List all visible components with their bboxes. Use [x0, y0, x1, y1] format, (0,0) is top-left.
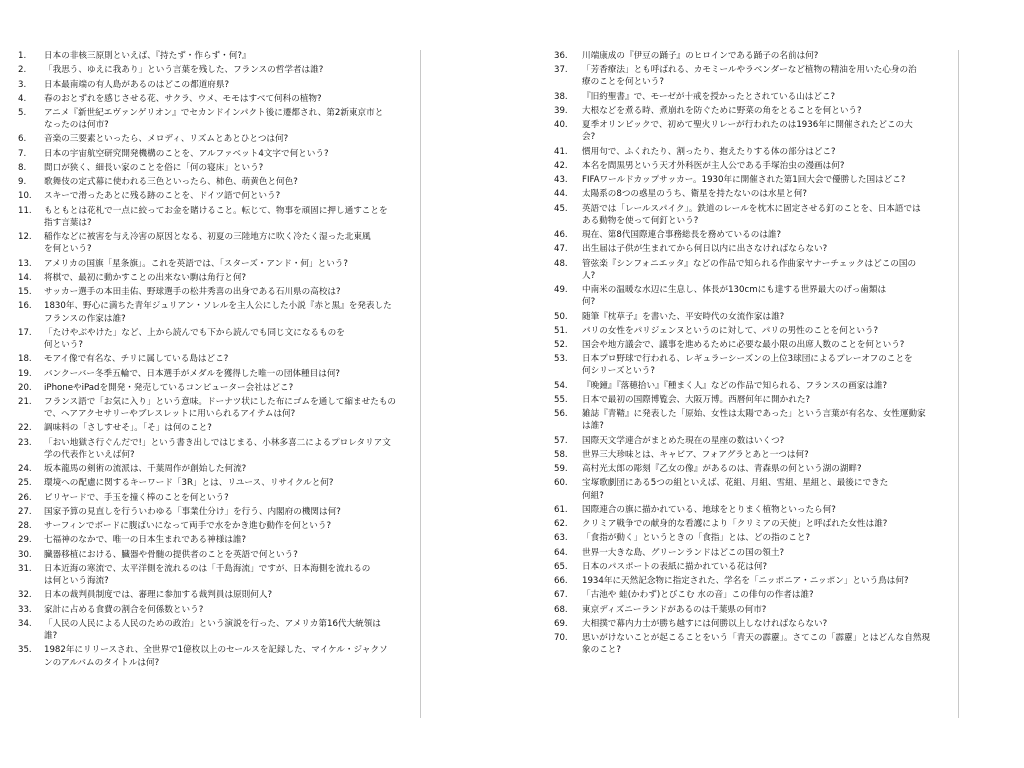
question-text: フランス語で「お気に入り」という意味。ドーナツ状にした布にゴムを通して縮ませたもの で、ヘアアクセサリーやブレスレットに用いられるアイテムは何?	[44, 397, 397, 420]
question-number: 50.	[554, 311, 568, 322]
question-item	[554, 203, 956, 227]
question-text: 間口が狭く、細長い家のことを俗に「何の寝床」という?	[44, 162, 264, 173]
question-number: 37.	[554, 65, 568, 76]
question-number: 5.	[18, 108, 27, 118]
question-item	[554, 575, 956, 587]
question-number: 52.	[554, 340, 568, 351]
question-text: 国会や地方議会で、議事を進めるために必要な最小限の出席人数のことを何という?	[582, 340, 905, 351]
question-text: アメリカの国旗「星条旗」。これを英語では、「スターズ・アンド・何」という?	[44, 258, 348, 269]
question-item	[18, 64, 414, 76]
question-text: パリの女性をパリジェンヌというのに対して、パリの男性のことを何という?	[582, 325, 879, 336]
question-item	[18, 463, 414, 475]
question-text: 日本近海の寒流で、太平洋側を流れるのは「千島海流」ですが、日本海側を流れるの は何という海流?	[44, 563, 371, 587]
question-item	[18, 286, 414, 298]
question-text: 国家予算の見直しを行ういわゆる「事業仕分け」を行う、内閣府の機関は何?	[44, 506, 341, 517]
question-number: 14.	[18, 272, 32, 283]
question-text: 「我思う、ゆえに我あり」という言葉を残した、フランスの哲学者は誰?	[44, 65, 324, 76]
question-item	[554, 188, 956, 200]
question-text: 家計に占める食費の割合を何係数という?	[44, 604, 204, 615]
question-text: 随筆『枕草子』を書いた、平安時代の女流作家は誰?	[582, 311, 785, 322]
question-item	[18, 148, 414, 160]
question-item	[554, 146, 956, 158]
question-text: 世界一大きな島、グリーンランドはどこの国の領土?	[582, 547, 785, 558]
question-number: 15.	[18, 287, 32, 298]
question-item	[554, 604, 956, 616]
question-item	[18, 520, 414, 532]
question-text: もともとは花札で一点に絞ってお金を賭けること。転じて、物事を頑固に押し通すことを 指す言葉は?	[44, 205, 388, 228]
question-item	[554, 618, 956, 630]
question-number: 10.	[18, 191, 32, 202]
question-text: 国際連合の旗に描かれている、地球をとりまく植物といったら何?	[582, 504, 836, 515]
question-item	[18, 79, 414, 91]
question-text: バンクーバー冬季五輪で、日本選手がメダルを獲得した唯一の団体種目は何?	[44, 368, 340, 379]
question-text: 歌舞伎の定式幕に使われる三色といったら、柿色、萌黄色と何色?	[44, 177, 298, 188]
question-number: 55.	[554, 394, 568, 405]
question-item	[554, 325, 956, 337]
question-item	[554, 229, 956, 241]
question-item	[554, 64, 956, 88]
question-number: 46.	[554, 230, 568, 241]
question-item	[554, 339, 956, 351]
question-number: 33.	[18, 604, 32, 615]
question-text: サッカー選手の本田圭佑、野球選手の松井秀喜の出身である石川県の高校は?	[44, 287, 341, 298]
question-item	[18, 176, 414, 188]
question-number: 25.	[18, 478, 32, 489]
question-item	[18, 396, 414, 420]
question-number: 19.	[18, 368, 32, 379]
question-number: 29.	[18, 535, 32, 546]
question-number: 16.	[18, 301, 32, 312]
question-item	[18, 258, 414, 270]
question-item	[554, 394, 956, 406]
question-number: 35.	[18, 645, 32, 656]
question-number: 9.	[18, 177, 27, 188]
question-number: 18.	[18, 354, 32, 365]
question-text: 「古池や 蛙(かわず)とびこむ 水の音」この俳句の作者は誰?	[582, 590, 814, 601]
question-number: 44.	[554, 189, 568, 200]
question-text: 太陽系の8つの惑星のうち、衛星を持たないのは水星と何?	[582, 189, 807, 200]
question-item	[554, 449, 956, 461]
question-number: 48.	[554, 258, 568, 269]
question-number: 1.	[18, 51, 27, 61]
question-text: 『晩鐘』『落穂拾い』『種まく人』などの作品で知られる、フランスの画家は誰?	[582, 380, 888, 391]
question-item	[18, 353, 414, 365]
question-item	[554, 50, 956, 62]
question-text: 大根などを煮る時、煮崩れを防ぐために野菜の角をとることを何という?	[582, 105, 862, 116]
question-item	[554, 589, 956, 601]
question-item	[554, 353, 956, 377]
question-item	[18, 477, 414, 489]
question-text: 思いがけないことが起こることをいう「青天の霹靂」。さてこの「霹靂」とはどんな自然現 象のこと?	[582, 633, 931, 656]
question-item	[554, 435, 956, 447]
question-text: 日本で最初の国際博覧会、大阪万博。西暦何年に開かれた?	[582, 394, 810, 405]
question-text: 大相撲で幕内力士が勝ち越すには何勝以上しなければならない?	[582, 618, 828, 629]
question-item	[18, 618, 414, 642]
question-text: 「人民の人民による人民のための政治」という演説を行った、アメリカ第16代大統領は 誰?	[44, 618, 381, 642]
question-text: 「食指が動く」というときの「食指」とは、どの指のこと?	[582, 533, 810, 544]
question-column-right	[554, 50, 956, 659]
question-number: 7.	[18, 148, 27, 159]
question-number: 62.	[554, 519, 568, 530]
question-text: 中南米の温暖な水辺に生息し、体長が130cmにも達する世界最大のげっ歯類は 何?	[582, 285, 887, 308]
question-number: 61.	[554, 504, 568, 515]
question-text: モアイ像で有名な、チリに属している島はどこ?	[44, 354, 229, 365]
question-number: 39.	[554, 105, 568, 116]
question-number: 31.	[18, 563, 32, 574]
question-number: 2.	[18, 65, 27, 76]
question-item	[18, 107, 414, 131]
question-text: 「おい地獄さ行ぐんだで!」という書き出しではじまる、小林多喜二によるプロレタリア文 学の代表作といえば何?	[44, 437, 391, 460]
question-text: 日本の宇宙航空研究開発機構のことを、アルファベット4文字で何という?	[44, 148, 329, 159]
question-number: 11.	[18, 205, 32, 216]
question-item	[554, 243, 956, 255]
question-number: 24.	[18, 464, 32, 475]
question-text: 管弦楽『シンフォニエッタ』などの作品で知られる作曲家ヤナーチェックはどこの国の 人?	[582, 258, 917, 281]
question-number: 3.	[18, 79, 27, 90]
question-item	[554, 532, 956, 544]
question-text: 「たけやぶやけた」など、上から読んでも下から読んでも同じ文になるものを 何という?	[44, 327, 345, 351]
question-item	[18, 272, 414, 284]
question-item	[554, 518, 956, 530]
question-number: 4.	[18, 93, 27, 104]
question-text: iPhoneやiPadを開発・発売しているコンピューター会社はどこ?	[44, 382, 294, 393]
question-text: FIFAワールドカップサッカー。1930年に開催された第1回大会で優勝した国はどこ?	[582, 175, 906, 186]
question-text: ビリヤードで、手玉を撞く棒のことを何という?	[44, 492, 229, 503]
question-item	[18, 133, 414, 145]
question-item	[554, 561, 956, 573]
question-number: 49.	[554, 285, 568, 296]
question-text: 『旧約聖書』で、モーゼが十戒を授かったとされている山はどこ?	[582, 91, 836, 102]
question-text: 川端康成の『伊豆の踊子』のヒロインである踊子の名前は何?	[582, 51, 819, 61]
question-number: 70.	[554, 633, 568, 644]
question-number: 32.	[18, 590, 32, 601]
question-text: 1830年、野心に満ちた青年ジュリアン・ソレルを主人公にした小説『赤と黒』を発表した フランスの作家は誰?	[44, 301, 392, 324]
question-number: 23.	[18, 437, 32, 448]
question-number: 51.	[554, 325, 568, 336]
question-text: 高村光太郎の彫刻『乙女の像』があるのは、青森県の何という湖の湖畔?	[582, 464, 862, 475]
question-text: 夏季オリンピックで、初めて聖火リレーが行われたのは1936年に開催されたどこの大 会?	[582, 120, 913, 143]
question-text: 現在、第8代国際連合事務総長を務めているのは誰?	[582, 230, 782, 241]
question-text: 日本のパスポートの表紙に描かれている花は何?	[582, 561, 768, 572]
question-item	[554, 160, 956, 172]
question-item	[554, 174, 956, 186]
question-number: 6.	[18, 134, 27, 145]
question-text: 臓器移植における、臓器や骨髄の提供者のことを英語で何という?	[44, 549, 298, 560]
question-item	[18, 492, 414, 504]
question-item	[18, 205, 414, 229]
question-item	[18, 368, 414, 380]
question-number: 58.	[554, 449, 568, 460]
question-text: スキーで滑ったあとに残る跡のことを、ドイツ語で何という?	[44, 191, 281, 202]
question-text: 英語では「レールスパイク」。鉄道のレールを枕木に固定させる釘のことを、日本語では ある動物を使って何釘という?	[582, 203, 921, 226]
question-item	[554, 258, 956, 282]
question-item	[18, 534, 414, 546]
question-number: 42.	[554, 160, 568, 171]
question-number: 47.	[554, 244, 568, 255]
question-number: 45.	[554, 203, 568, 214]
question-text: 調味料の「さしすせそ」。「そ」は何のこと?	[44, 423, 212, 434]
question-number: 53.	[554, 354, 568, 365]
question-number: 20.	[18, 382, 32, 393]
question-item	[554, 504, 956, 516]
question-number: 8.	[18, 162, 27, 173]
question-item	[554, 91, 956, 103]
question-text: 環境への配慮に関するキーワード「3R」とは、リユース、リサイクルと何?	[44, 478, 334, 489]
question-text: 国際天文学連合がまとめた現在の星座の数はいくつ?	[582, 435, 785, 446]
question-number: 66.	[554, 576, 568, 587]
question-item	[554, 408, 956, 432]
column-divider	[420, 50, 421, 718]
question-item	[554, 284, 956, 308]
question-number: 68.	[554, 604, 568, 615]
question-number: 59.	[554, 464, 568, 475]
question-item	[18, 604, 414, 616]
question-item	[554, 311, 956, 323]
question-text: 慣用句で、ふくれたり、割ったり、抱えたりする体の部分はどこ?	[582, 146, 836, 157]
question-item	[18, 563, 414, 587]
question-text: 1934年に天然記念物に指定された、学名を「ニッポニア・ニッポン」という鳥は何?	[582, 576, 909, 587]
question-text: 1982年にリリースされ、全世界で1億枚以上のセールスを記録した、マイケル・ジャクソ ンのアルバムのタイトルは何?	[44, 645, 388, 668]
question-number: 69.	[554, 618, 568, 629]
question-number: 12.	[18, 232, 32, 243]
question-item	[18, 93, 414, 105]
question-item	[18, 506, 414, 518]
question-item	[18, 437, 414, 461]
question-item	[554, 632, 956, 656]
question-number: 38.	[554, 91, 568, 102]
question-number: 21.	[18, 397, 32, 408]
question-number: 27.	[18, 506, 32, 517]
question-item	[18, 327, 414, 351]
question-number: 13.	[18, 258, 32, 269]
question-item	[18, 300, 414, 324]
question-item	[18, 231, 414, 255]
question-item	[554, 463, 956, 475]
question-item	[554, 105, 956, 117]
question-text: 出生届は子供が生まれてから何日以内に出さなければならない?	[582, 244, 828, 255]
column-divider	[958, 50, 959, 718]
question-text: 世界三大珍味とは、キャビア、フォアグラとあと一つは何?	[582, 449, 809, 460]
question-column-left	[18, 50, 414, 671]
question-text: 「芳香療法」とも呼ばれる、カモミールやラベンダーなど植物の精油を用いた心身の治 療のことを何という?	[582, 65, 917, 88]
question-text: 日本プロ野球で行われる、レギュラーシーズンの上位3球団によるプレーオフのことを 何シリーズという?	[582, 354, 913, 377]
question-number: 60.	[554, 478, 568, 489]
question-text: 本名を間黒男という天才外科医が主人公である手塚治虫の漫画は何?	[582, 160, 845, 171]
question-number: 57.	[554, 435, 568, 446]
question-number: 22.	[18, 423, 32, 434]
question-text: 日本最南端の有人島があるのはどこの都道府県?	[44, 79, 230, 90]
question-item	[554, 477, 956, 501]
question-item	[554, 380, 956, 392]
question-number: 40.	[554, 120, 568, 131]
question-item	[18, 589, 414, 601]
question-number: 28.	[18, 521, 32, 532]
question-number: 65.	[554, 561, 568, 572]
question-number: 43.	[554, 175, 568, 186]
question-text: 将棋で、最初に動かすことの出来ない駒は角行と何?	[44, 272, 247, 283]
question-text: クリミア戦争での献身的な看護により「クリミアの天使」と呼ばれた女性は誰?	[582, 519, 888, 530]
question-item	[18, 50, 414, 62]
question-number: 41.	[554, 146, 568, 157]
question-item	[18, 422, 414, 434]
question-number: 26.	[18, 492, 32, 503]
question-item	[554, 119, 956, 143]
question-text: 日本の裁判員制度では、審理に参加する裁判員は原則何人?	[44, 590, 272, 601]
question-text: アニメ『新世紀エヴァンゲリオン』でセカンドインパクト後に遷都され、第2新東京市と なったのは何市?	[44, 108, 384, 131]
question-item	[18, 382, 414, 394]
question-item	[18, 549, 414, 561]
question-number: 64.	[554, 547, 568, 558]
question-item	[18, 190, 414, 202]
question-number: 56.	[554, 409, 568, 420]
question-text: 宝塚歌劇団にある5つの組といえば、花組、月組、雪組、星組と、最後にできた 何組?	[582, 478, 889, 501]
question-text: 春のおとずれを感じさせる花、サクラ、ウメ、モモはすべて何科の植物?	[44, 93, 322, 104]
question-text: 日本の非核三原則といえば、『持たず・作らず・何?』	[44, 51, 251, 61]
question-number: 54.	[554, 380, 568, 391]
question-text: 七福神のなかで、唯一の日本生まれである神様は誰?	[44, 535, 247, 546]
question-number: 30.	[18, 549, 32, 560]
question-text: 雑誌『青鞜』に発表した「原始、女性は太陽であった」という言葉が有名な、女性運動家 は誰?	[582, 409, 926, 432]
question-number: 17.	[18, 327, 32, 338]
question-text: 坂本龍馬の剣術の流派は、千葉周作が創始した何流?	[44, 464, 247, 475]
question-number: 34.	[18, 618, 32, 629]
question-text: サーフィンでボードに腹ばいになって両手で水をかき進む動作を何という?	[44, 521, 332, 532]
question-text: 音楽の三要素といったら、メロディ、リズムとあとひとつは何?	[44, 134, 289, 145]
question-text: 稲作などに被害を与え冷害の原因となる、初夏の三陸地方に吹く冷たく湿った北東風 を何という?	[44, 232, 371, 255]
question-number: 67.	[554, 590, 568, 601]
question-item	[18, 644, 414, 668]
question-item	[18, 162, 414, 174]
question-text: 東京ディズニーランドがあるのは千葉県の何市?	[582, 604, 767, 615]
question-item	[554, 547, 956, 559]
question-number: 63.	[554, 533, 568, 544]
question-number: 36.	[554, 51, 568, 61]
